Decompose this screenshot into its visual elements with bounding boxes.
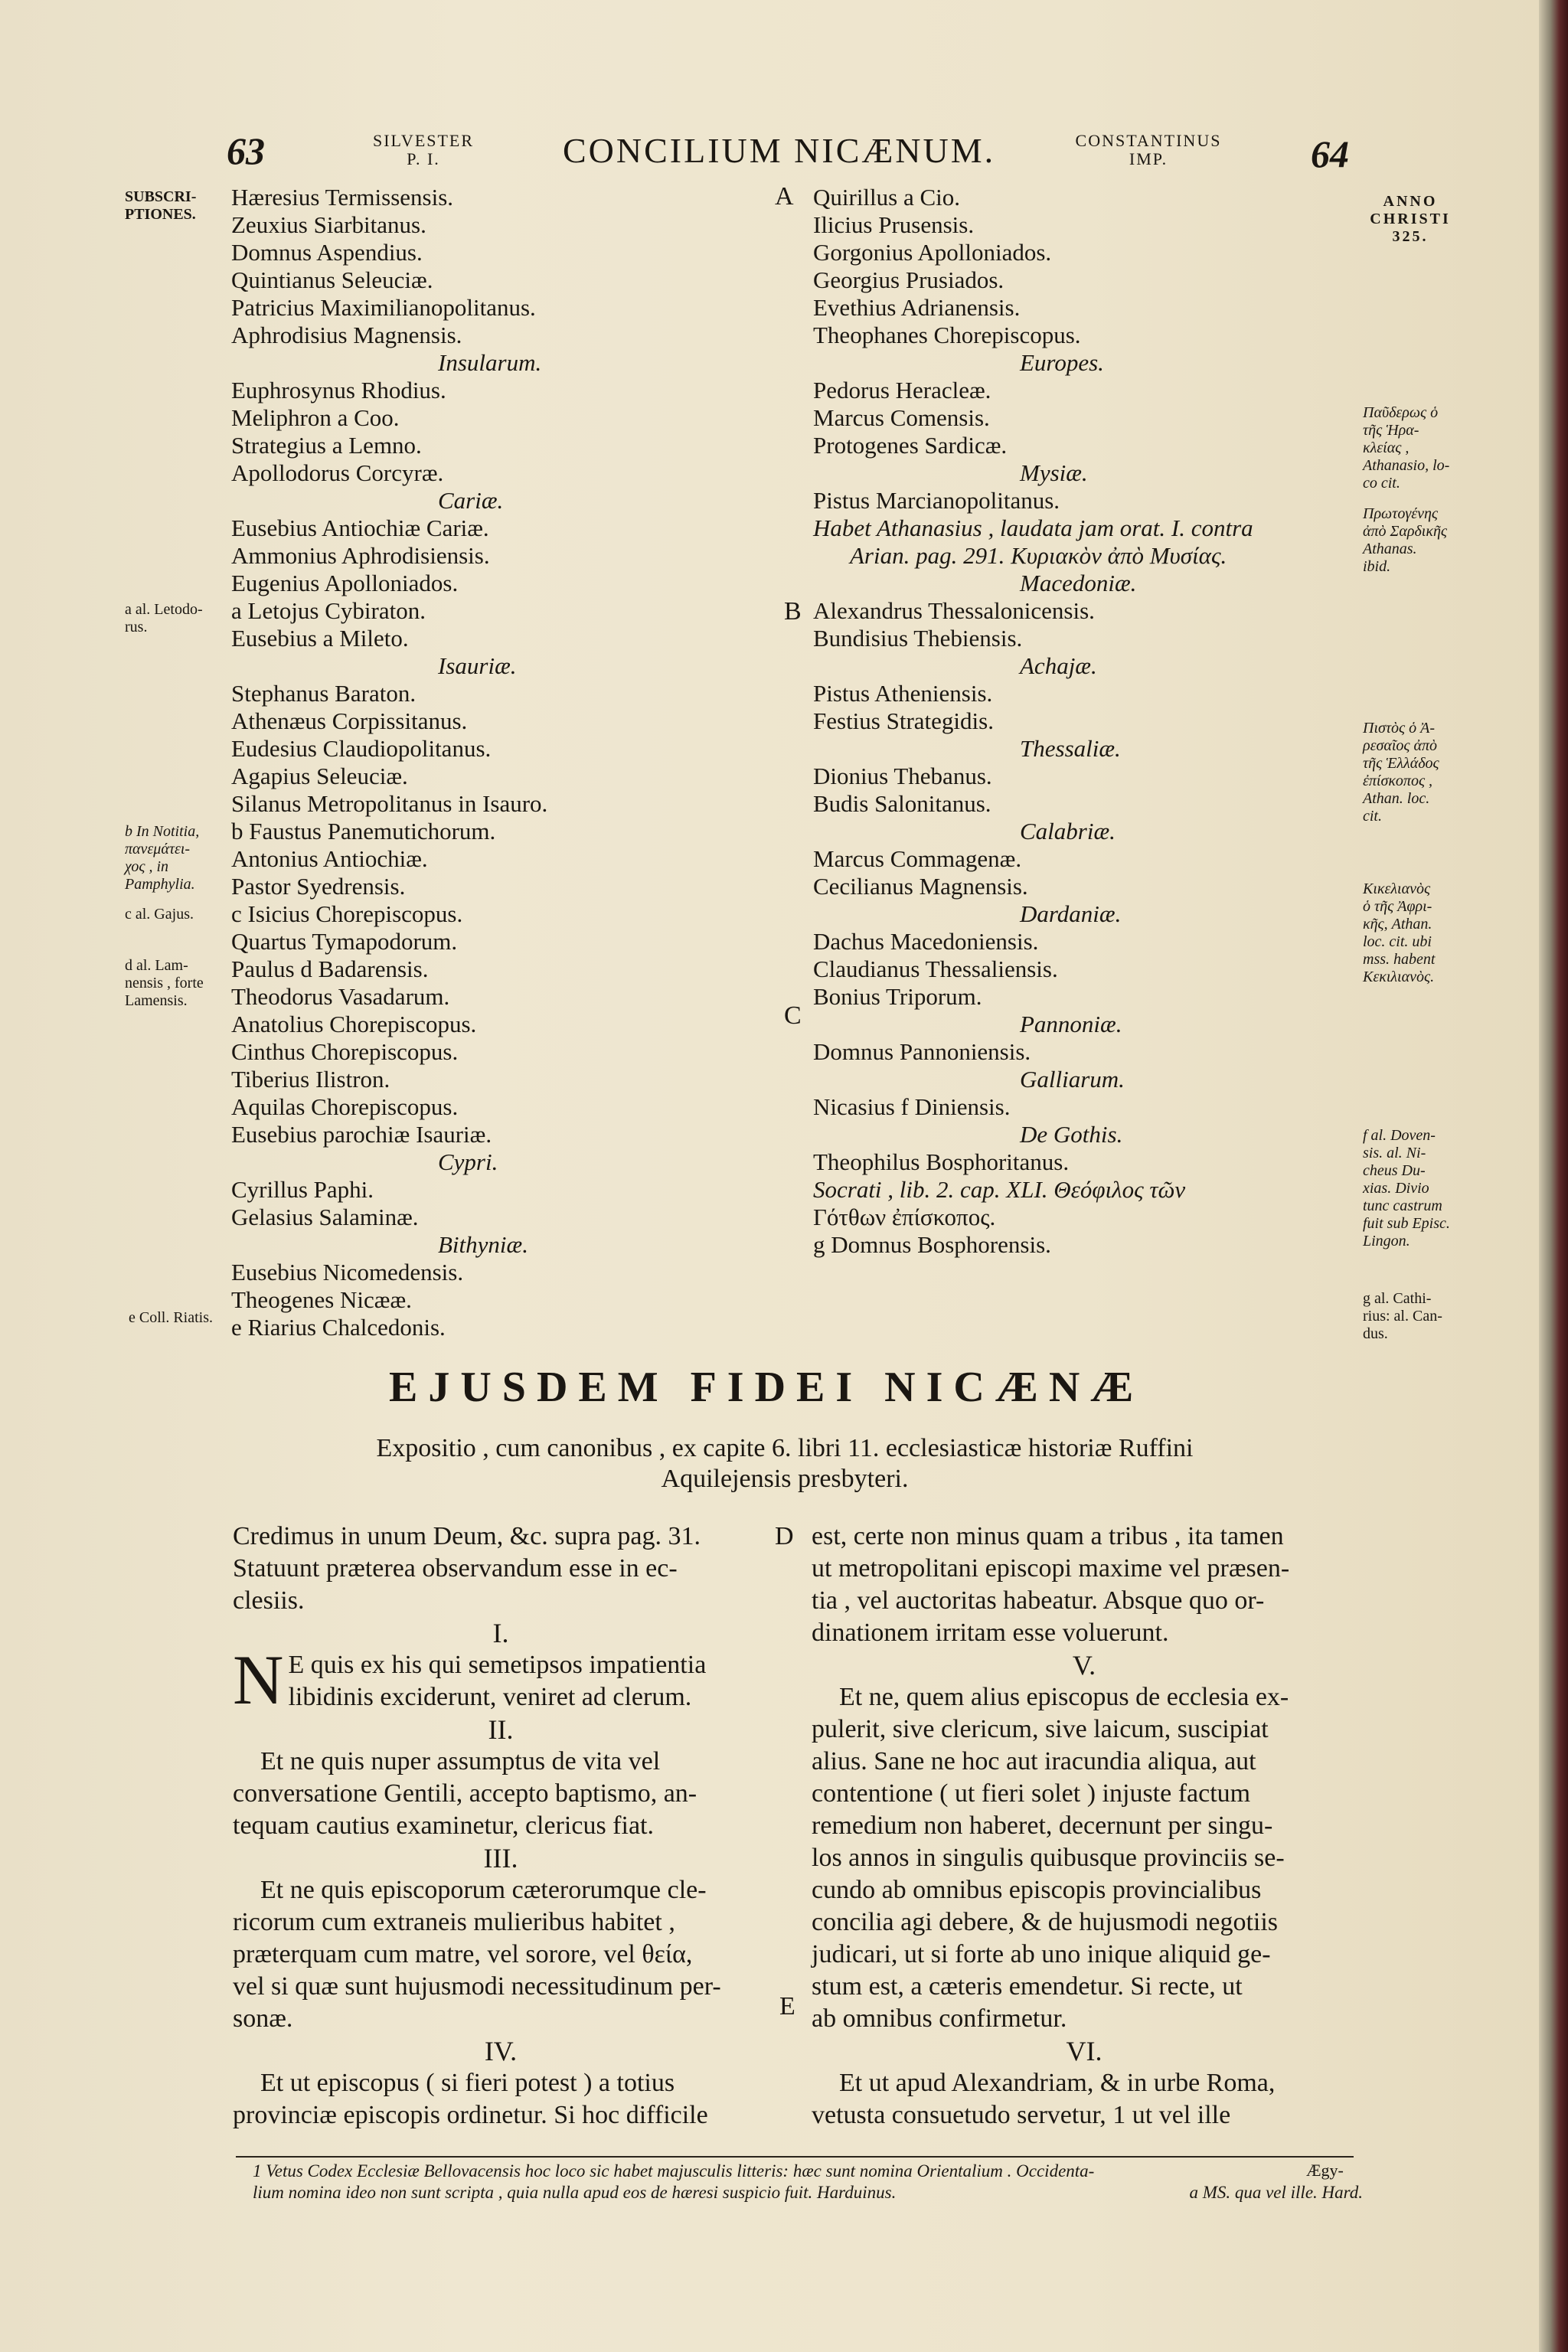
paragraph-line: conversatione Gentili, accepto baptismo, an- [233,1779,697,1808]
list-item: Pedorus Heracleæ. [813,377,991,403]
paragraph-line: stum est, a cæteris emendetur. Si recte, ut [812,1972,1243,2001]
region-heading: Galliarum. [1020,1066,1125,1093]
region-heading: Cypri. [438,1148,498,1175]
margin-note-greek-3: Πιστὸς ὁ Ἀ- ρεσαῖος ἀπὸ τῆς Ἑλλάδος ἐπίσκοπος , Athan. loc. cit. [1363,720,1439,825]
list-item: b Faustus Panemutichorum. [231,818,496,844]
list-item: Protogenes Sardicæ. [813,432,1008,459]
canon-number: V. [1072,1650,1096,1681]
list-item: Quintianus Seleuciæ. [231,266,433,293]
paragraph-line: los annos in singulis quibusque provinciis se- [812,1844,1285,1872]
paragraph-line: libidinis exciderunt, veniret ad clerum. [288,1683,692,1711]
region-heading: Europes. [1020,349,1104,376]
list-item: Eusebius a Mileto. [231,625,409,652]
marker-e: E [779,1992,795,2020]
region-heading: Cariæ. [438,487,504,514]
list-item: Antonius Antiochiæ. [231,845,428,872]
list-item: Socrati , lib. 2. cap. XLI. Θεόφιλος τῶν [813,1176,1186,1203]
list-item: Pistus Marcianopolitanus. [813,487,1060,514]
list-item: Cyrillus Paphi. [231,1176,374,1203]
region-heading: Pannoniæ. [1020,1011,1122,1037]
margin-note-f: f al. Doven- sis. al. Ni- cheus Du- xias. Divio tunc castrum fuit sub Episc. Lingon. [1363,1127,1450,1250]
list-item: Athenæus Corpissitanus. [231,707,468,734]
catchword: Ægy- [1306,2161,1344,2180]
list-item: Gorgonius Apolloniados. [813,239,1052,266]
paragraph-line: pulerit, sive clericum, sive laicum, suscipiat [812,1715,1269,1743]
marker-d: D [775,1522,794,1550]
list-item: Apollodorus Corcyræ. [231,459,444,486]
list-item: Dachus Macedoniensis. [813,928,1039,955]
list-item: Pastor Syedrensis. [231,873,406,900]
region-heading: Isauriæ. [438,652,517,679]
subscriptions-label: SUBSCRI- PTIONES. [125,188,197,223]
right-running-head: CONSTANTINUS IMP. [1075,131,1222,168]
list-item: Theogenes Nicææ. [231,1286,412,1313]
body-right-column [812,1521,1357,2132]
region-heading: Mysiæ. [1020,459,1088,486]
region-heading: Bithyniæ. [438,1231,528,1258]
paragraph-line: tia , vel auctoritas habeatur. Absque quo or- [812,1586,1265,1615]
list-item: Anatolius Chorepiscopus. [231,1011,477,1037]
right-page-number: 64 [1311,132,1349,175]
list-item: Budis Salonitanus. [813,790,991,817]
paragraph-line: sonæ. [233,2004,293,2033]
list-item: Festius Strategidis. [813,707,994,734]
list-item: Cecilianus Magnensis. [813,873,1028,900]
region-heading: Dardaniæ. [1020,900,1122,927]
margin-note-g: g al. Cathi- rius: al. Can- dus. [1363,1290,1442,1342]
list-item: c Isicius Chorepiscopus. [231,900,463,927]
paragraph-line: Et ne quis nuper assumptus de vita vel [260,1747,661,1775]
paragraph-text: E quis ex his qui semetipsos impatientia [288,1651,707,1679]
list-item: Tiberius Ilistron. [231,1066,390,1093]
list-item: Aphrodisius Magnensis. [231,322,462,348]
list-item: Dionius Thebanus. [813,763,992,789]
paragraph-line: ab omnibus confirmetur. [812,2004,1067,2033]
paragraph-line: Statuunt præterea observandum esse in ec- [233,1554,678,1583]
paragraph-line: tequam cautius examinetur, clericus fiat. [233,1811,654,1840]
paragraph-line: vel si quæ sunt hujusmodi necessitudinum per- [233,1972,721,2001]
paragraph-line: vetusta consuetudo servetur, 1 ut vel ille [812,2101,1231,2129]
body-left-column [233,1521,769,2132]
margin-note-greek-2: Πρωτογένης ἀπὸ Σαρδικῆς Athanas. ibid. [1363,505,1447,575]
paragraph-line: clesiis. [233,1586,305,1615]
list-item: Eusebius Nicomedensis. [231,1259,464,1285]
list-item: g Domnus Bosphorensis. [813,1231,1051,1258]
footnote-rule [236,2156,1354,2158]
margin-note-e: e Coll. Riatis. [129,1309,213,1326]
list-item: Bundisius Thebiensis. [813,625,1023,652]
region-heading: Calabriæ. [1020,818,1116,844]
paragraph-line: judicari, ut si forte ab uno inique aliquid ge- [812,1940,1271,1968]
list-item: Marcus Comensis. [813,404,990,431]
margin-note-d: d al. Lam- nensis , forte Lamensis. [125,957,204,1009]
anno-christi-label: ANNO CHRISTI 325. [1370,193,1451,245]
list-item: Alexandrus Thessalonicensis. [813,597,1095,624]
margin-note-b: b In Notitia, πανεμάτει- χος , in Pamphylia. [125,823,200,893]
list-item: Bonius Triporum. [813,983,982,1010]
list-item: Pistus Atheniensis. [813,680,993,707]
region-heading: De Gothis. [1020,1121,1123,1148]
list-item: Meliphron a Coo. [231,404,400,431]
left-page-number: 63 [227,129,265,172]
marker-a: A [775,182,794,211]
paragraph-line: Credimus in unum Deum, &c. supra pag. 31. [233,1522,701,1550]
canon-number: II. [488,1714,514,1745]
list-item: Paulus d Badarensis. [231,956,429,982]
list-item: a Letojus Cybiraton. [231,597,426,624]
margin-note-greek-4: Κικελιανὸς ὁ τῆς Ἀφρι- κῆς, Athan. loc. cit. ubi mss. habent Κεκιλιανὸς. [1363,880,1436,985]
paragraph-line: contentione ( ut fieri solet ) injuste factum [812,1779,1251,1808]
list-item: Domnus Pannoniensis. [813,1038,1031,1065]
list-item: Gelasius Salaminæ. [231,1204,419,1230]
list-item: Γότθων ἐπίσκοπος. [813,1204,996,1230]
region-heading: Thessaliæ. [1020,735,1121,762]
list-item: Stephanus Baraton. [231,680,416,707]
list-item: Eusebius parochiæ Isauriæ. [231,1121,492,1148]
left-subscription-list [231,184,614,1341]
right-subscription-list [813,184,1349,1259]
page-title: CONCILIUM NICÆNUM. [563,131,996,170]
section-title: EJUSDEM FIDEI NICÆNÆ [389,1364,1145,1411]
list-item: Theophilus Bosphoritanus. [813,1148,1070,1175]
list-item: Quirillus a Cio. [813,184,961,211]
book-spine-edge [1539,0,1568,2352]
list-item: Arian. pag. 291. Κυριακὸν ἀπὸ Μυσίας. [850,542,1227,569]
list-item: Ilicius Prusensis. [813,211,975,238]
paragraph-line: ricorum cum extraneis mulieribus habitet , [233,1908,675,1936]
paragraph-line: provinciæ episcopis ordinetur. Si hoc difficile [233,2101,708,2129]
margin-note-greek-1: Παῦδερως ὁ τῆς Ἡρα- κλείας , Athanasio, lo- co cit. [1363,404,1450,492]
list-item: Strategius a Lemno. [231,432,422,459]
paragraph-line: ut metropolitani episcopi maxime vel præsen- [812,1554,1290,1583]
left-running-head: SILVESTER P. I. [372,131,475,168]
marker-b: B [784,597,802,626]
list-item: Eugenius Apolloniados. [231,570,459,596]
list-item: Ammonius Aphrodisiensis. [231,542,490,569]
paragraph-line: cundo ab omnibus episcopis provincialibus [812,1876,1262,1904]
list-item: Zeuxius Siarbitanus. [231,211,426,238]
list-item: Agapius Seleuciæ. [231,763,408,789]
list-item: Nicasius f Diniensis. [813,1093,1011,1120]
list-item: Eusebius Antiochiæ Cariæ. [231,514,489,541]
list-item: e Riarius Chalcedonis. [231,1314,446,1341]
list-item: Theodorus Vasadarum. [231,983,450,1010]
drop-cap: N [233,1641,284,1719]
paragraph-line: est, certe non minus quam a tribus , ita tamen [812,1522,1284,1550]
list-item: Euphrosynus Rhodius. [231,377,446,403]
list-item: Patricius Maximilianopolitanus. [231,294,536,321]
list-item: Eudesius Claudiopolitanus. [231,735,492,762]
paragraph-line: concilia agi debere, & de hujusmodi negotiis [812,1908,1279,1936]
margin-note-c: c al. Gajus. [125,906,194,923]
paragraph-line: Et ut apud Alexandriam, & in urbe Roma, [839,2069,1276,2097]
region-heading: Insularum. [438,349,542,376]
list-item: Georgius Prusiados. [813,266,1004,293]
paragraph-line: dinationem irritam esse voluerunt. [812,1619,1169,1647]
list-item: Theophanes Chorepiscopus. [813,322,1081,348]
marker-c: C [784,1001,802,1030]
list-item: Habet Athanasius , laudata jam orat. I. contra [813,514,1253,541]
paragraph-line: præterquam cum matre, vel sorore, vel θεία, [233,1940,693,1968]
list-item: Claudianus Thessaliensis. [813,956,1058,982]
list-item: Silanus Metropolitanus in Isauro. [231,790,548,817]
paragraph-line: Et ne, quem alius episcopus de ecclesia ex- [839,1683,1289,1711]
canon-number: III. [483,1843,518,1873]
paragraph-line: Et ne quis episcoporum cæterorumque cle- [260,1876,707,1904]
list-item: Quartus Tymapodorum. [231,928,458,955]
list-item: Aquilas Chorepiscopus. [231,1093,459,1120]
canon-number: I. [492,1618,509,1648]
paragraph-line: Et ut episcopus ( si fieri potest ) a totius [260,2069,675,2097]
canon-number: IV. [484,2036,518,2066]
paragraph-line: remedium non haberet, decernunt per singu- [812,1811,1273,1840]
region-heading: Macedoniæ. [1020,570,1137,596]
list-item: Domnus Aspendius. [231,239,423,266]
section-subtitle: Expositio , cum canonibus , ex capite 6. libri 11. ecclesiasticæ historiæ Ruffini Aquilejensis presbyteri. [376,1434,1194,1493]
canon-number: VI. [1066,2036,1102,2066]
region-heading: Achajæ. [1020,652,1097,679]
list-item: Evethius Adrianensis. [813,294,1021,321]
footnote: 1 Vetus Codex Ecclesiæ Bellovacensis hoc loco sic habet majusculis litteris: hæc sunt nomina Orientalium . Occidenta- lium nomina ideo non sunt scripta , quia nulla apud eos de hæresi suspicio fuit. Harduinus. a MS. qua vel ille. Hard. [253,2161,1363,2202]
list-item: Cinthus Chorepiscopus. [231,1038,459,1065]
margin-note-a: a al. Letodo- rus. [125,601,203,635]
list-item: Hæresius Termissensis. [231,184,454,211]
paragraph-line: alius. Sane ne hoc aut iracundia aliqua, aut [812,1747,1256,1775]
list-item: Marcus Commagenæ. [813,845,1022,872]
